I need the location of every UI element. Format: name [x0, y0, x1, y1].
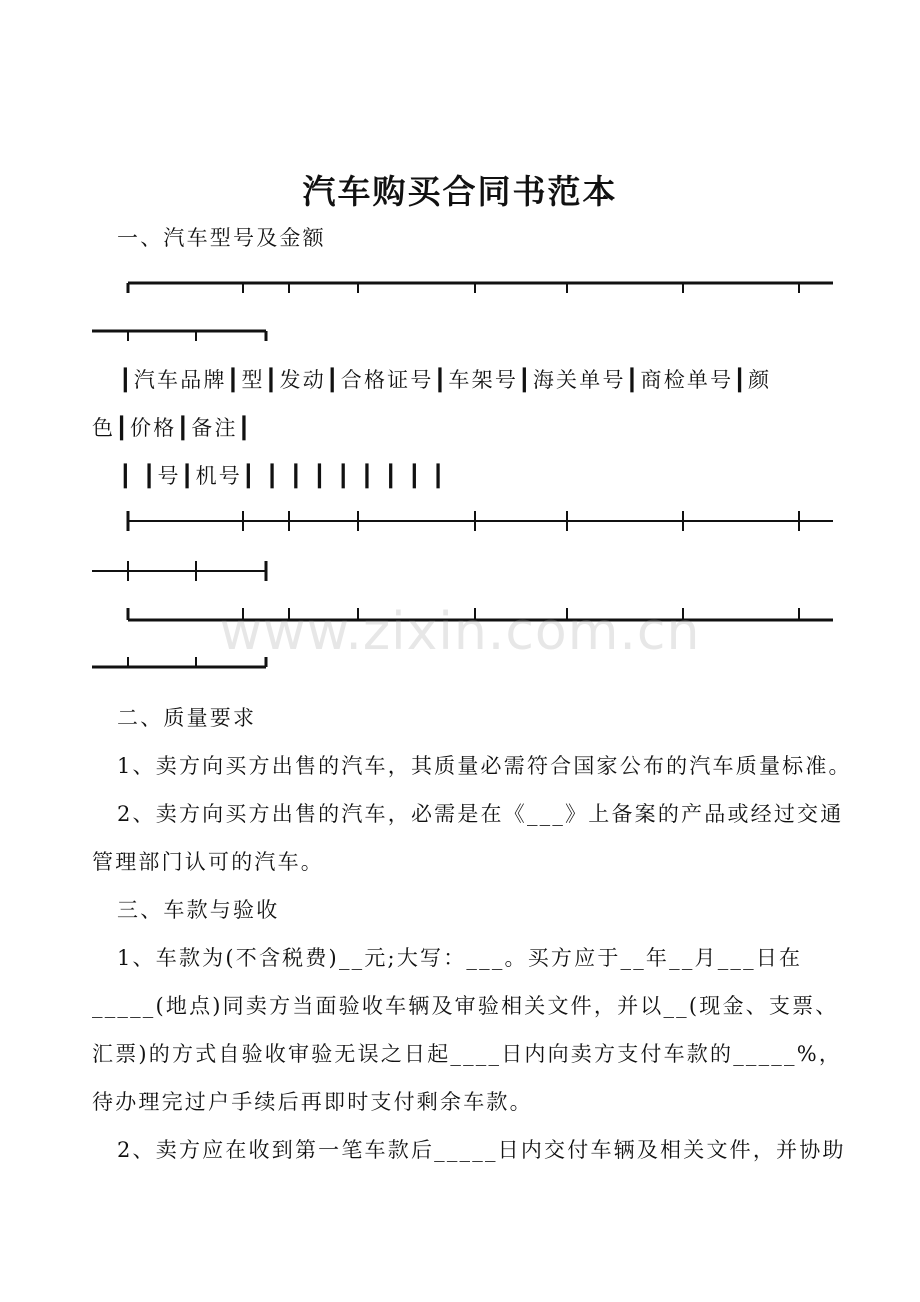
table-header-row-3: ┃ ┃号┃机号┃ ┃ ┃ ┃ ┃ ┃ ┃ ┃ ┃	[119, 464, 447, 488]
watermark: www.zixin.com.cn	[219, 602, 701, 662]
section-2-paragraph-2-line-2: 管理部门认可的汽车。	[92, 850, 324, 874]
section-1-heading: 一、汽车型号及金额	[117, 226, 326, 250]
section-2-paragraph-2-line-1: 2、卖方向买方出售的汽车，必需是在《___》上备案的产品或经过交通	[117, 802, 844, 826]
section-3-paragraph-1-line-1: 1、车款为(不含税费)__元;大写：___。买方应于__年__月___日在	[117, 946, 803, 970]
section-3-paragraph-2-line-1: 2、卖方应在收到第一笔车款后_____日内交付车辆及相关文件，并协助	[117, 1138, 846, 1162]
section-3-paragraph-1-line-3: 汇票)的方式自验收审验无误之日起____日内向卖方支付车款的_____%，	[92, 1042, 843, 1066]
section-3-paragraph-1-line-2: _____(地点)同卖方当面验收车辆及审验相关文件，并以__(现金、支票、	[92, 994, 839, 1018]
section-3-heading: 三、车款与验收	[117, 898, 280, 922]
section-3-paragraph-1-line-4: 待办理完过户手续后再即时支付剩余车款。	[92, 1090, 533, 1114]
document-title: 汽车购买合同书范本	[302, 172, 618, 211]
section-2-heading: 二、质量要求	[117, 706, 257, 730]
table-header-row-2: 色┃价格┃备注┃	[92, 416, 253, 440]
section-2-paragraph-1: 1、卖方向买方出售的汽车，其质量必需符合国家公布的汽车质量标准。	[117, 754, 852, 778]
table-header-row-1: ┃汽车品牌┃型┃发动┃合格证号┃车架号┃海关单号┃商检单号┃颜	[119, 368, 772, 392]
